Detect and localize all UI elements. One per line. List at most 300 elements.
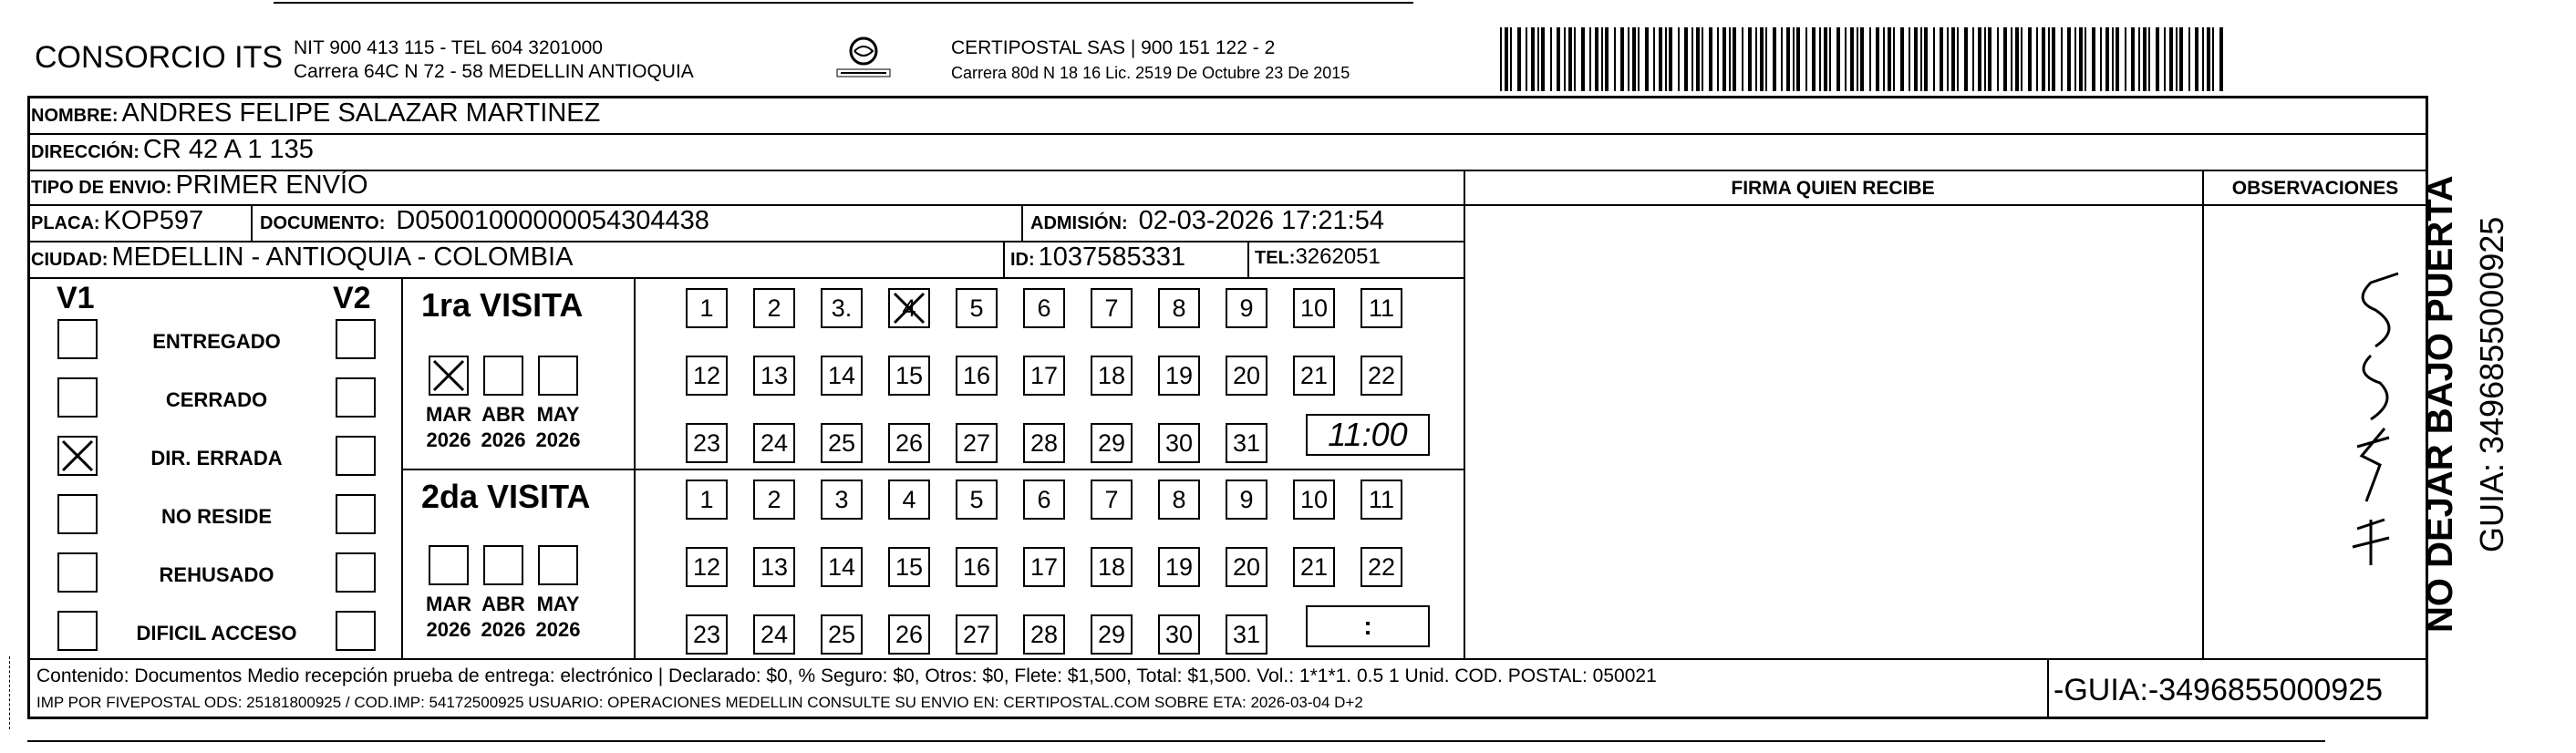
barcode-bar — [1984, 27, 1986, 91]
day-number: 25 — [827, 428, 856, 457]
barcode-bar — [1972, 27, 1974, 91]
year-label: 2026 — [426, 428, 471, 451]
barcode-bar — [1819, 27, 1821, 91]
cell-divider — [1003, 241, 1005, 277]
day-number: 13 — [760, 552, 789, 581]
barcode-bar — [1723, 27, 1726, 91]
day-number: 14 — [827, 361, 856, 389]
barcode-bar — [2179, 27, 2183, 91]
v2-checkbox[interactable] — [336, 436, 376, 476]
footer-print-line: IMP POR FIVEPOSTAL ODS: 25181800925 / COD.IMP: 54172500925 USUARIO: OPERACIONES MEDELLIN CONSULTE SU ENVIO EN: CERTIPOSTAL.COM SOBRE ETA: 2026-03-04 D+2 — [36, 694, 1363, 711]
day-box[interactable] — [686, 288, 728, 328]
day-number: 10 — [1299, 294, 1329, 322]
tipo-row — [31, 170, 368, 201]
barcode-bar — [1733, 27, 1736, 91]
footer-divider-vertical — [2047, 658, 2049, 719]
v1-checkbox[interactable] — [57, 494, 98, 534]
cell-divider — [1021, 204, 1023, 241]
v1-checkbox[interactable] — [57, 319, 98, 359]
v2-checkbox[interactable] — [336, 552, 376, 593]
day-box[interactable] — [821, 614, 863, 655]
barcode-bar — [1568, 27, 1572, 91]
day-box[interactable] — [1091, 356, 1133, 396]
address-line: Carrera 64C N 72 - 58 MEDELLIN ANTIOQUIA — [294, 61, 694, 82]
day-number: 20 — [1232, 361, 1261, 389]
barcode-bar — [2048, 27, 2050, 91]
admision-value: 02-03-2026 17:21:54 — [1138, 206, 1384, 235]
barcode-bar — [2188, 27, 2190, 91]
day-box[interactable] — [1158, 614, 1200, 655]
month-checkbox[interactable] — [538, 356, 578, 396]
column-divider — [2202, 170, 2204, 658]
barcode-bar — [1988, 27, 1991, 91]
company-name: CONSORCIO ITS — [35, 40, 284, 75]
day-box[interactable] — [1360, 480, 1402, 520]
barcode-bar — [2105, 27, 2109, 91]
day-box[interactable] — [956, 356, 998, 396]
barcode-bar — [1805, 27, 1807, 91]
day-number: 5 — [969, 485, 984, 513]
day-box[interactable] — [686, 356, 728, 396]
barcode-bar — [1773, 27, 1776, 91]
barcode-bar — [1845, 27, 1847, 91]
day-box[interactable] — [821, 480, 863, 520]
day-box[interactable] — [888, 547, 930, 587]
day-number: 27 — [962, 620, 991, 648]
day-box[interactable] — [1091, 423, 1133, 463]
day-box[interactable] — [1023, 614, 1065, 655]
status-label: REHUSADO — [159, 563, 274, 586]
day-box[interactable] — [1360, 547, 1402, 587]
tel-value: 3262051 — [1295, 244, 1381, 269]
day-box[interactable] — [888, 288, 930, 328]
day-box[interactable] — [956, 288, 998, 328]
barcode-bar — [2092, 27, 2095, 91]
tipo-label: TIPO DE ENVIO: — [31, 178, 172, 198]
day-box[interactable] — [1226, 614, 1267, 655]
barcode-bar — [1869, 27, 1871, 91]
barcode-bar — [1709, 27, 1712, 91]
barcode-bar — [1550, 27, 1552, 91]
column-divider — [1464, 170, 1465, 658]
barcode-bar — [1978, 27, 1981, 91]
month-checkbox[interactable] — [483, 356, 523, 396]
v2-checkbox[interactable] — [336, 377, 376, 418]
day-box[interactable] — [1158, 288, 1200, 328]
day-box[interactable] — [1158, 356, 1200, 396]
status-label: DIFICIL ACCESO — [136, 622, 297, 645]
barcode-bar — [1947, 27, 1949, 91]
barcode-bar — [2156, 27, 2159, 91]
day-number: 3 — [834, 485, 849, 513]
barcode-bar — [1574, 27, 1576, 91]
carrier-line: CERTIPOSTAL SAS | 900 151 122 - 2 — [951, 37, 1276, 58]
day-number: 17 — [1029, 361, 1059, 389]
day-number: 8 — [1172, 294, 1186, 322]
barcode-bar — [2207, 27, 2210, 91]
day-box[interactable] — [1091, 614, 1133, 655]
month-checkbox[interactable] — [483, 545, 523, 585]
barcode-bar — [1541, 27, 1545, 91]
day-number: 31 — [1232, 620, 1261, 648]
day-number: 22 — [1367, 361, 1396, 389]
barcode-bar — [1857, 27, 1858, 91]
day-number: 2 — [767, 294, 781, 322]
barcode-bar — [1914, 27, 1918, 91]
barcode-bar — [1786, 27, 1790, 91]
barcode-bar — [1893, 27, 1895, 91]
v1-checkbox[interactable] — [57, 377, 98, 418]
day-box[interactable] — [1091, 547, 1133, 587]
barcode-bar — [2052, 27, 2055, 91]
day-box[interactable] — [1023, 480, 1065, 520]
day-box[interactable] — [686, 480, 728, 520]
barcode-bar — [1665, 27, 1667, 91]
day-number: 21 — [1299, 552, 1329, 581]
barcode-bar — [1957, 27, 1959, 91]
section-divider — [634, 277, 636, 658]
scan-edge-line — [27, 740, 2325, 742]
observaciones-header: OBSERVACIONES — [2231, 178, 2399, 199]
day-number: 4 — [902, 294, 916, 322]
row-divider — [27, 133, 2428, 135]
barcode-bar — [2042, 27, 2045, 91]
id-value: 1037585331 — [1038, 242, 1185, 272]
month-label: ABR — [481, 593, 525, 615]
day-number: 6 — [1037, 294, 1051, 322]
barcode-bar — [1505, 27, 1508, 91]
barcode-bar — [2164, 27, 2166, 91]
barcode-bar — [1510, 27, 1512, 91]
scan-edge-line — [9, 656, 10, 729]
month-checkbox[interactable] — [429, 356, 469, 396]
barcode-bar — [1645, 27, 1649, 91]
certipostal-logo — [832, 35, 895, 82]
barcode-bar — [2100, 27, 2102, 91]
barcode-bar — [2143, 27, 2147, 91]
day-number: 1 — [699, 485, 714, 513]
id-cell — [1010, 242, 1185, 273]
barcode-bar — [2015, 27, 2019, 91]
carrier-address: Carrera 80d N 18 16 Lic. 2519 De Octubre 23 De 2015 — [951, 64, 1350, 82]
day-number: 23 — [692, 428, 721, 457]
v1-checkbox[interactable] — [57, 436, 98, 476]
visit1-time: 11:00 — [1328, 416, 1408, 453]
day-box[interactable] — [956, 547, 998, 587]
nit-line: NIT 900 413 115 - TEL 604 3201000 — [294, 37, 603, 58]
barcode-bar — [1691, 27, 1693, 91]
day-box[interactable] — [1023, 356, 1065, 396]
barcode-bar — [2116, 27, 2119, 91]
day-number: 7 — [1104, 485, 1119, 513]
barcode-bar — [2202, 27, 2204, 91]
barcode-bar — [1628, 27, 1629, 91]
placa-row — [31, 206, 203, 236]
month-label: MAR — [425, 403, 472, 426]
documento-label: DOCUMENTO: — [260, 213, 386, 233]
cell-divider — [251, 204, 253, 241]
barcode-bar — [2195, 27, 2198, 91]
barcode-bar — [1632, 27, 1636, 91]
visit1-time-field[interactable] — [1306, 414, 1430, 456]
barcode-bar — [1876, 27, 1879, 91]
day-box[interactable] — [753, 423, 795, 463]
handwritten-signature — [2316, 246, 2426, 574]
footer-guia: -GUIA:-3496855000925 — [2054, 673, 2384, 707]
day-number: 22 — [1367, 552, 1396, 581]
day-number: 20 — [1232, 552, 1261, 581]
day-number: 29 — [1097, 620, 1126, 648]
tel-cell — [1255, 244, 1381, 270]
day-number: 21 — [1299, 361, 1329, 389]
day-box[interactable] — [1023, 423, 1065, 463]
barcode-bar — [1684, 27, 1688, 91]
id-label: ID: — [1010, 250, 1035, 270]
visit2-time-field[interactable] — [1306, 605, 1430, 647]
firma-header: FIRMA QUIEN RECIBE — [1731, 178, 1935, 199]
month-checkbox[interactable] — [538, 545, 578, 585]
v2-checkbox[interactable] — [336, 319, 376, 359]
barcode-bar — [2036, 27, 2038, 91]
day-number: 16 — [962, 361, 991, 389]
barcode-bar — [2028, 27, 2032, 91]
day-number: 23 — [692, 620, 721, 648]
barcode-bar — [1564, 27, 1566, 91]
year-label: 2026 — [481, 428, 526, 451]
day-box[interactable] — [1158, 480, 1200, 520]
barcode-bar — [1836, 27, 1840, 91]
v2-checkbox[interactable] — [336, 611, 376, 651]
day-number: 27 — [962, 428, 991, 457]
day-box[interactable] — [888, 480, 930, 520]
v1-checkbox[interactable] — [57, 611, 98, 651]
day-number: 25 — [827, 620, 856, 648]
barcode-bar — [1605, 27, 1609, 91]
row-divider — [1464, 170, 2428, 171]
barcode-bar — [1765, 27, 1767, 91]
day-box[interactable] — [686, 614, 728, 655]
barcode-bar — [2112, 27, 2114, 91]
day-box[interactable] — [1226, 356, 1267, 396]
status-label: DIR. ERRADA — [150, 447, 283, 469]
day-box[interactable] — [1293, 356, 1335, 396]
day-box[interactable] — [888, 423, 930, 463]
status-label: NO RESIDE — [160, 505, 273, 528]
day-box[interactable] — [1158, 423, 1200, 463]
barcode-bar — [1581, 27, 1585, 91]
day-number: 4 — [902, 485, 916, 513]
day-box[interactable] — [753, 480, 795, 520]
day-number: 7 — [1104, 294, 1119, 322]
barcode-bar — [1742, 27, 1743, 91]
barcode-bar — [1595, 27, 1598, 91]
day-box[interactable] — [1226, 288, 1267, 328]
barcode-bar — [1760, 27, 1764, 91]
month-label: MAY — [536, 403, 580, 426]
day-number: 26 — [895, 428, 924, 457]
barcode-bar — [1824, 27, 1827, 91]
barcode-bar — [1748, 27, 1752, 91]
barcode-bar — [1796, 27, 1800, 91]
direccion-value: CR 42 A 1 135 — [142, 135, 314, 164]
section-divider — [401, 277, 403, 658]
day-number: 11 — [1368, 485, 1395, 513]
day-number: 26 — [895, 620, 924, 648]
barcode-bar — [2079, 27, 2083, 91]
barcode-bar — [1500, 27, 1502, 91]
day-number: 28 — [1029, 620, 1059, 648]
day-box[interactable] — [1293, 288, 1335, 328]
day-number: 6 — [1037, 485, 1051, 513]
barcode-bar — [1614, 27, 1616, 91]
barcode-bar — [2125, 27, 2126, 91]
day-box[interactable] — [956, 423, 998, 463]
day-box[interactable] — [753, 288, 795, 328]
day-box[interactable] — [1158, 547, 1200, 587]
barcode-bar — [1729, 27, 1731, 91]
v1-checkbox[interactable] — [57, 552, 98, 593]
barcode-bar — [2176, 27, 2178, 91]
day-number: 12 — [692, 361, 721, 389]
day-number: 2 — [767, 485, 781, 513]
day-box[interactable] — [821, 288, 863, 328]
day-number: 9 — [1239, 294, 1254, 322]
barcode-bar — [1812, 27, 1816, 91]
barcode-bar — [1850, 27, 1854, 91]
day-box[interactable] — [821, 356, 863, 396]
barcode-bar — [1589, 27, 1591, 91]
side-guia: GUIA: 3496855000925 — [2473, 216, 2510, 552]
visit-divider — [401, 469, 1464, 470]
side-warning: NO DEJAR BAJO PUERTA — [2420, 175, 2460, 633]
scan-edge-line — [274, 2, 1413, 4]
day-number: 14 — [827, 552, 856, 581]
admision-cell — [1030, 206, 1384, 236]
visit2-time: : — [1363, 612, 1372, 640]
day-box[interactable] — [1091, 288, 1133, 328]
visit1-title: 1ra VISITA — [421, 286, 584, 324]
barcode-bar — [2003, 27, 2007, 91]
barcode-bar — [1829, 27, 1831, 91]
row-divider — [27, 277, 1464, 279]
barcode-bar — [1696, 27, 1700, 91]
footer-divider — [27, 658, 2428, 660]
day-box[interactable] — [753, 547, 795, 587]
cell-divider — [1247, 241, 1249, 277]
day-number: 18 — [1097, 552, 1126, 581]
day-number: 29 — [1097, 428, 1126, 457]
day-box[interactable] — [956, 614, 998, 655]
day-box[interactable] — [1226, 547, 1267, 587]
barcode-bar — [1900, 27, 1904, 91]
day-number: 19 — [1164, 552, 1194, 581]
barcode-bar — [1526, 27, 1527, 91]
barcode-bar — [2131, 27, 2135, 91]
day-box[interactable] — [1023, 547, 1065, 587]
nombre-row — [31, 98, 600, 129]
nombre-label: NOMBRE: — [31, 106, 119, 126]
barcode-bar — [1924, 27, 1928, 91]
month-checkbox[interactable] — [429, 545, 469, 585]
v2-checkbox[interactable] — [336, 494, 376, 534]
day-number: 13 — [760, 361, 789, 389]
day-number: 18 — [1097, 361, 1126, 389]
barcode-bar — [1537, 27, 1539, 91]
day-box[interactable] — [1091, 480, 1133, 520]
year-label: 2026 — [535, 428, 581, 451]
barcode-bar — [2021, 27, 2023, 91]
day-box[interactable] — [753, 356, 795, 396]
barcode-bar — [1755, 27, 1757, 91]
nombre-value: ANDRES FELIPE SALAZAR MARTINEZ — [121, 98, 601, 128]
barcode-bar — [1717, 27, 1719, 91]
v2-header: V2 — [333, 281, 371, 315]
day-number: 30 — [1164, 620, 1194, 648]
day-number: 19 — [1164, 361, 1194, 389]
day-box[interactable] — [1023, 288, 1065, 328]
year-label: 2026 — [535, 618, 581, 641]
day-number: 15 — [895, 361, 924, 389]
year-label: 2026 — [481, 618, 526, 641]
day-box[interactable] — [1360, 356, 1402, 396]
admision-label: ADMISIÓN: — [1030, 213, 1128, 233]
day-box[interactable] — [956, 480, 998, 520]
footer-content-line: Contenido: Documentos Medio recepción prueba de entrega: electrónico | Declarado: $0, % Seguro: $0, Otros: $0, Flete: $1,500, Total: $1,500. Vol.: 1*1*1. 0.5 1 Unid. COD. POSTAL: 050021 — [36, 665, 1657, 686]
barcode-bar — [2148, 27, 2150, 91]
barcode-bar — [2138, 27, 2140, 91]
day-number: 12 — [692, 552, 721, 581]
day-number: 10 — [1299, 485, 1329, 513]
barcode-bar — [1781, 27, 1783, 91]
day-box[interactable] — [686, 423, 728, 463]
barcode-bar — [2085, 27, 2086, 91]
direccion-row — [31, 135, 314, 165]
month-label: MAY — [536, 593, 580, 615]
day-box[interactable] — [821, 547, 863, 587]
day-box[interactable] — [1226, 480, 1267, 520]
v1-header: V1 — [57, 281, 95, 315]
barcode-bar — [1659, 27, 1662, 91]
day-box[interactable] — [888, 614, 930, 655]
barcode-bar — [1678, 27, 1680, 91]
day-box[interactable] — [1293, 547, 1335, 587]
day-box[interactable] — [1226, 423, 1267, 463]
day-number: 17 — [1029, 552, 1059, 581]
barcode-bar — [2061, 27, 2063, 91]
day-number: 11 — [1368, 294, 1395, 322]
barcode-bar — [1883, 27, 1885, 91]
barcode-bar — [2011, 27, 2012, 91]
day-box[interactable] — [753, 614, 795, 655]
barcode-bar — [1997, 27, 1999, 91]
barcode-bar — [1940, 27, 1943, 91]
barcode-bar — [1653, 27, 1655, 91]
barcode-bar — [1933, 27, 1935, 91]
direccion-label: DIRECCIÓN: — [31, 142, 140, 162]
day-box[interactable] — [1293, 480, 1335, 520]
barcode-bar — [1620, 27, 1624, 91]
day-box[interactable] — [888, 356, 930, 396]
documento-value: D05001000000054304438 — [396, 206, 709, 235]
day-number: 8 — [1172, 485, 1186, 513]
day-box[interactable] — [1360, 288, 1402, 328]
visit2-title: 2da VISITA — [421, 478, 591, 515]
barcode-bar — [1793, 27, 1795, 91]
barcode-bar — [1860, 27, 1864, 91]
day-box[interactable] — [686, 547, 728, 587]
day-box[interactable] — [821, 423, 863, 463]
barcode-bar — [2074, 27, 2076, 91]
